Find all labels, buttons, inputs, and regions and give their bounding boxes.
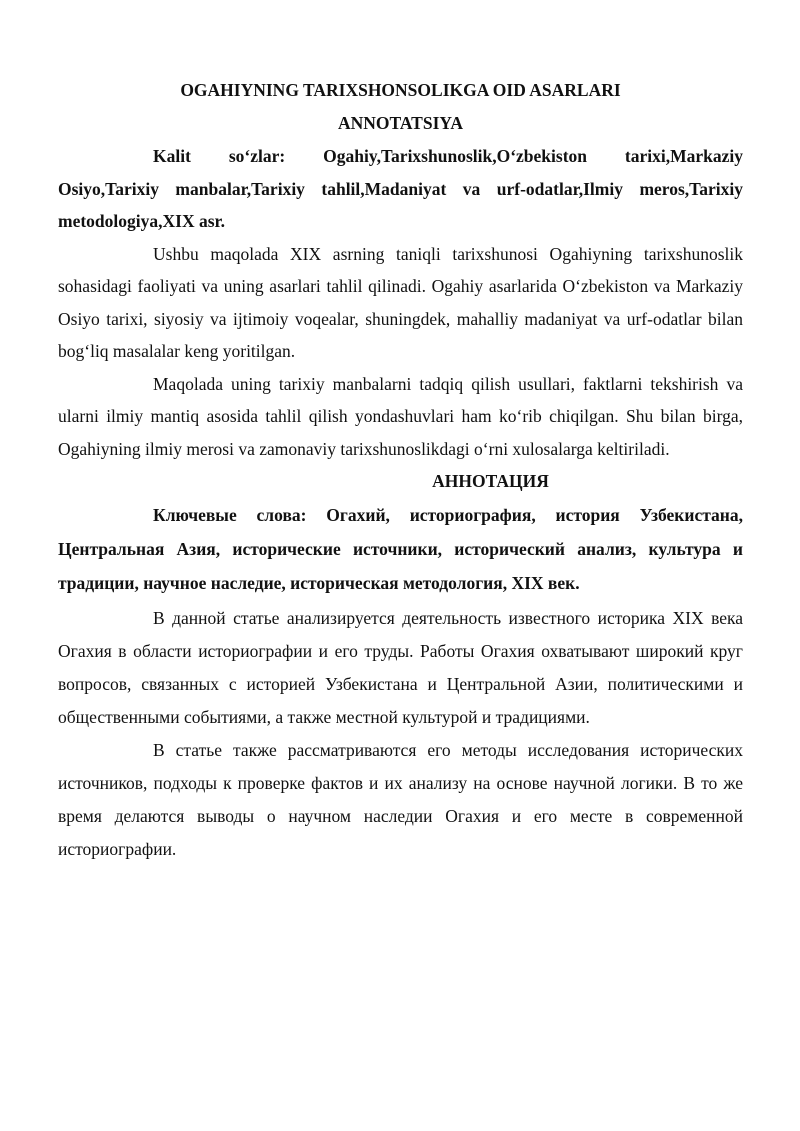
paragraph-ru-2: В статье также рассматриваются его методы исследования исторических источников, подходы к проверке фактов и их анализу на основе научной логики. В то же время делаются выводы о научном наследии Огахия и его месте в современной историографии. — [58, 740, 743, 859]
annotation-heading-uz: ANNOTATSIYA — [337, 113, 464, 133]
annotation-heading-ru: АННОТАЦИЯ — [432, 471, 549, 491]
paragraph-uz-1: Ushbu maqolada XIX asrning taniqli tarixshunosi Ogahiyning tarixshunoslik sohasidagi faoliyati va uning asarlari tahlil qilinadi. Ogahiy asarlarida O‘zbekiston va Markaziy Osiyo tarixi, siyosiy va ijtimoiy voqealar, shuningdek, mahalliy madaniyat va urf-odatlar bilan bog‘liq masalalar keng yoritilgan. — [58, 243, 743, 361]
paragraph-ru-1: В данной статье анализируется деятельность известного историка XIX века Огахия в области историографии и его труды. Работы Огахия охватывают широкий круг вопросов, связанных с историей Узбекистана и Центральной Азии, политическими и общественными событиями, а также местной культурой и традициями. — [58, 608, 743, 727]
keywords-uz — [58, 140, 743, 238]
keywords-text-ru: Огахий, историография, история Узбекистана, Центральная Азия, исторические источники, исторический анализ, культура и традиции, научное наследие, историческая методология, XIX век. — [58, 505, 743, 593]
keywords-label-uz: Kalit so‘zlar: — [153, 146, 286, 166]
paragraph-uz-2: Maqolada uning tarixiy manbalarni tadqiq qilish usullari, faktlarni tekshirish va ularni ilmiy mantiq asosida tahlil qilish yondashuvlari ham ko‘rib chiqilgan. Shu bilan birga, Ogahiyning ilmiy merosi va zamonaviy tarixshunoslikdagi o‘rni xulosalarga keltiriladi. — [58, 373, 743, 459]
keywords-text-uz: Ogahiy,Tarixshunoslik,O‘zbekiston tarixi,Markaziy Osiyo,Tarixiy manbalar,Tarixiy tahlil,Madaniyat va urf-odatlar,Ilmiy meros,Tarixiy metodologiya,XIX asr. — [58, 146, 744, 231]
keywords-label-ru: Ключевые слова: — [153, 505, 307, 525]
document-page — [58, 70, 744, 866]
document-title: OGAHIYNING TARIXSHONSOLIKGA OID ASARLARI — [180, 80, 621, 100]
keywords-ru — [58, 498, 743, 600]
